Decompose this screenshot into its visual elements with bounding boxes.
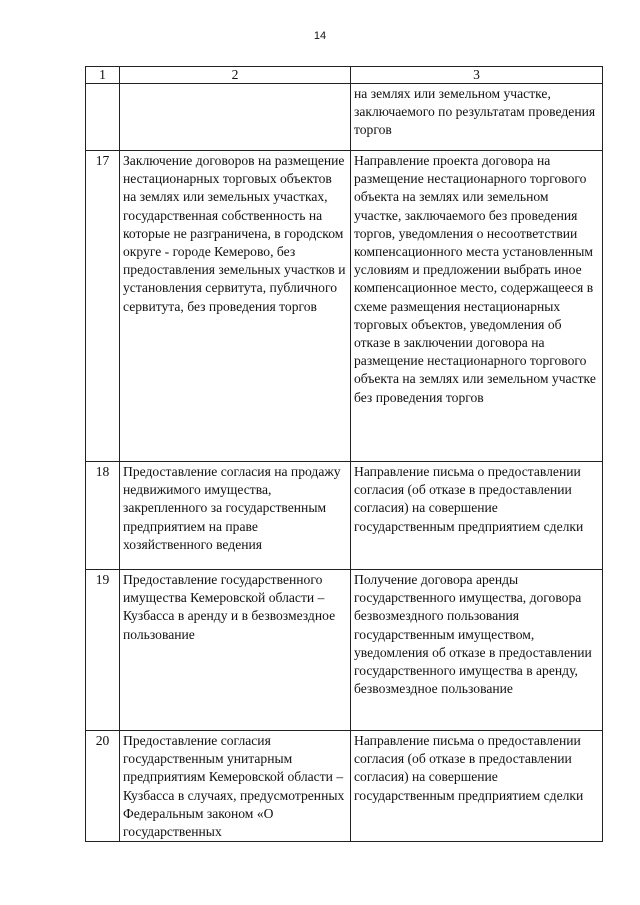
table-row [86,731,603,842]
table-row [86,84,603,151]
row-number: 17 [86,151,120,462]
service-name: Предоставление государственного имущества Кемеровской области – Кузбасса в аренду и в безвозмездное пользование [120,570,351,731]
services-table [85,66,603,842]
service-result: Направление письма о предоставлении согласия (об отказе в предоставлении согласия) на совершение государственным предприятием сделки [351,731,603,842]
table-row [86,462,603,570]
service-result: Направление проекта договора на размещение нестационарного торгового объекта на землях или земельном участке, заключаемого без проведения торгов, уведомления о несоответствии компенсационного места установленным условиям и предложении выбрать иное компенсационное место, содержащееся в схеме размещения нестационарных торговых объектов, уведомления об отказе в заключении договора на размещение нестационарного торгового объекта на землях или земельном участке без проведения торгов [351,151,603,462]
table-row [86,570,603,731]
service-result: Получение договора аренды государственного имущества, договора безвозмездного пользования государственным имуществом, уведомления об отказе в предоставлении государственного имущества в аренду, безвозмездное пользование [351,570,603,731]
row-number: 18 [86,462,120,570]
service-result: Направление письма о предоставлении согласия (об отказе в предоставлении согласия) на совершение государственным предприятием сделки [351,462,603,570]
table-row [86,151,603,462]
row-number [86,84,120,151]
service-name: Предоставление согласия государственным унитарным предприятиям Кемеровской области – Кузбасса в случаях, предусмотренных Федеральным законом «О государственных [120,731,351,842]
row-number: 19 [86,570,120,731]
column-header-2: 2 [120,67,351,84]
table-header-row [86,67,603,84]
service-name [120,84,351,151]
service-name: Заключение договоров на размещение нестационарных торговых объектов на землях или земельных участках, государственная собственность на которые не разграничена, в городском округе - городе Кемерово, без предоставления земельных участков и установления сервитута, публичного сервитута, без проведения торгов [120,151,351,462]
column-header-3: 3 [351,67,603,84]
row-number: 20 [86,731,120,842]
column-header-1: 1 [86,67,120,84]
service-name: Предоставление согласия на продажу недвижимого имущества, закрепленного за государственным предприятием на праве хозяйственного ведения [120,462,351,570]
page-number: 14 [313,30,327,42]
service-result: на землях или земельном участке, заключаемого по результатам проведения торгов [351,84,603,151]
